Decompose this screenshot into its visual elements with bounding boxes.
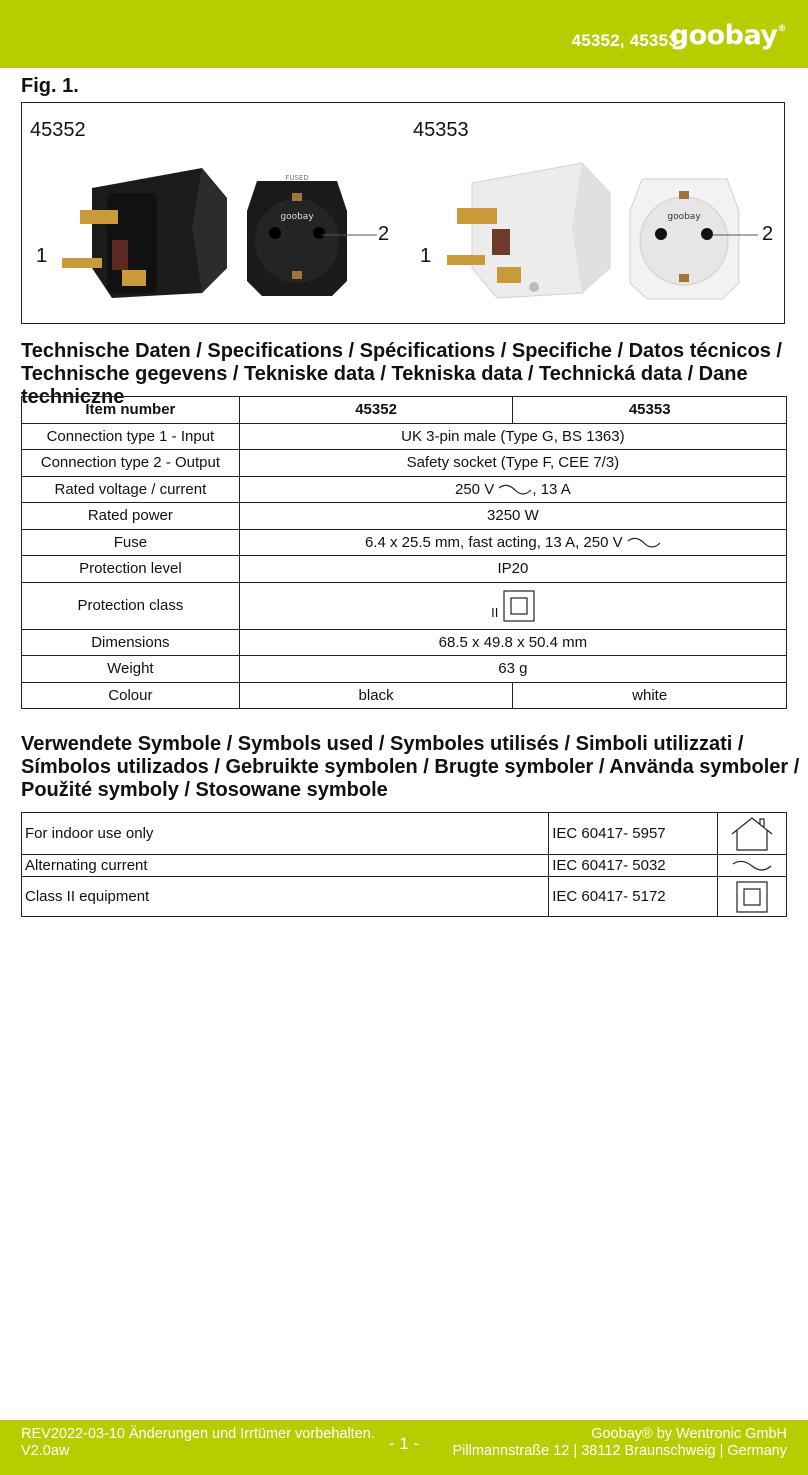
- black-plug-logo-text: goobay: [280, 212, 314, 222]
- spec-value-dimensions: 68.5 x 49.8 x 50.4 mm: [239, 629, 786, 656]
- spec-heading-line-1: Technische Daten / Specifications / Spécifications / Specifiche / Datos técnicos /: [21, 340, 782, 362]
- footer-left: [21, 1426, 375, 1460]
- goobay-logo-text: goobay: [669, 20, 778, 51]
- spec-value-colour-45352: black: [239, 682, 513, 709]
- footer-revision: REV2022-03-10 Änderungen und Irrtümer vorbehalten.: [21, 1426, 375, 1442]
- footer-right: [453, 1426, 787, 1460]
- table-row: [22, 476, 787, 503]
- callout-2-white: 2: [762, 223, 774, 245]
- spec-heading-line-2: Technische gegevens / Tekniske data / Tekniska data / Technická data / Dane techniczne: [21, 363, 748, 408]
- spec-label-voltage: Rated voltage / current: [22, 476, 240, 503]
- spec-label-protection-class: Protection class: [22, 582, 240, 629]
- spec-value-fuse: [239, 529, 786, 556]
- footer-version: V2.0aw: [21, 1443, 70, 1459]
- spec-header-item: Item number: [22, 397, 240, 424]
- symbols-heading-line-3: Použité symboly / Stosowane symbole: [21, 779, 388, 801]
- table-row: [22, 813, 787, 855]
- double-square-icon: [503, 590, 535, 622]
- ac-wave-icon: [627, 537, 661, 549]
- spec-value-connection2: Safety socket (Type F, CEE 7/3): [239, 450, 786, 477]
- table-row: [22, 450, 787, 477]
- protection-class-roman: II: [491, 605, 499, 621]
- spec-label-protection-level: Protection level: [22, 556, 240, 583]
- current-value: , 13 A: [532, 480, 571, 498]
- spec-label-connection2: Connection type 2 - Output: [22, 450, 240, 477]
- figure-title: Fig. 1.: [21, 75, 79, 97]
- table-row: [22, 629, 787, 656]
- footer-company: Goobay® by Wentronic GmbH: [591, 1426, 787, 1442]
- spec-label-fuse: Fuse: [22, 529, 240, 556]
- table-row: [22, 682, 787, 709]
- spec-label-colour: Colour: [22, 682, 240, 709]
- header-bar: [0, 0, 808, 68]
- goobay-logo: goobay®: [669, 20, 786, 51]
- symbol-label: For indoor use only: [22, 813, 549, 855]
- white-plug-logo-text: goobay: [667, 212, 701, 222]
- symbol-icon-cell: [718, 813, 787, 855]
- symbols-heading-line-1: Verwendete Symbole / Symbols used / Symboles utilisés / Simboli utilizzati /: [21, 733, 744, 755]
- black-adapter-side-image: [52, 158, 232, 308]
- spec-label-dimensions: Dimensions: [22, 629, 240, 656]
- spec-label-connection1: Connection type 1 - Input: [22, 423, 240, 450]
- symbol-label: Class II equipment: [22, 877, 549, 917]
- table-row: [22, 582, 787, 629]
- spec-label-power: Rated power: [22, 503, 240, 530]
- symbols-table: [21, 812, 787, 917]
- voltage-value: 250 V: [455, 480, 495, 498]
- symbols-heading-line-2: Símbolos utilizados / Gebruikte symbolen / Brugte symboler / Använda symboler /: [21, 756, 800, 778]
- spec-value-voltage: [239, 476, 786, 503]
- spec-label-weight: Weight: [22, 656, 240, 683]
- ac-wave-icon: [732, 860, 772, 872]
- spec-table: [21, 396, 787, 709]
- fused-imprint-text: FUSED: [285, 174, 309, 182]
- symbols-heading: [21, 733, 799, 802]
- ac-wave-icon: [498, 484, 532, 496]
- symbol-standard: IEC 60417- 5032: [549, 855, 718, 877]
- callout-2-line-white: [712, 223, 762, 243]
- table-row: [22, 877, 787, 917]
- table-row: [22, 423, 787, 450]
- spec-value-protection-class: [239, 582, 786, 629]
- callout-1-white: 1: [420, 245, 432, 267]
- footer-address: Pillmannstraße 12 | 38112 Braunschweig | Germany: [452, 1443, 787, 1459]
- callout-2-black: 2: [378, 223, 390, 245]
- callout-2-line-black: [322, 223, 382, 243]
- table-row: [22, 529, 787, 556]
- callout-1-black: 1: [36, 245, 48, 267]
- page-number: - 1 -: [389, 1434, 420, 1453]
- spec-value-connection1: UK 3-pin male (Type G, BS 1363): [239, 423, 786, 450]
- symbol-icon-cell: [718, 877, 787, 917]
- symbol-icon-cell: [718, 855, 787, 877]
- table-row: [22, 656, 787, 683]
- spec-value-weight: 63 g: [239, 656, 786, 683]
- symbol-standard: IEC 60417- 5172: [549, 877, 718, 917]
- footer-bar: [0, 1420, 808, 1475]
- fuse-value: 6.4 x 25.5 mm, fast acting, 13 A, 250 V: [364, 533, 623, 551]
- spec-value-protection-level: IP20: [239, 556, 786, 583]
- symbol-standard: IEC 60417- 5957: [549, 813, 718, 855]
- house-icon: [730, 816, 774, 852]
- spec-value-colour-45353: white: [513, 682, 787, 709]
- table-row: [22, 503, 787, 530]
- white-adapter-side-image: [442, 153, 622, 303]
- spec-header-45352: 45352: [239, 397, 513, 424]
- table-row: [22, 855, 787, 877]
- model-label-45352: 45352: [30, 119, 86, 141]
- double-square-icon: [736, 881, 768, 913]
- table-row: [22, 556, 787, 583]
- model-label-45353: 45353: [413, 119, 469, 141]
- spec-value-power: 3250 W: [239, 503, 786, 530]
- header-model-numbers: 45352, 45353: [571, 31, 678, 50]
- table-row: [22, 397, 787, 424]
- figure-box: [21, 102, 785, 324]
- symbol-label: Alternating current: [22, 855, 549, 877]
- spec-header-45353: 45353: [513, 397, 787, 424]
